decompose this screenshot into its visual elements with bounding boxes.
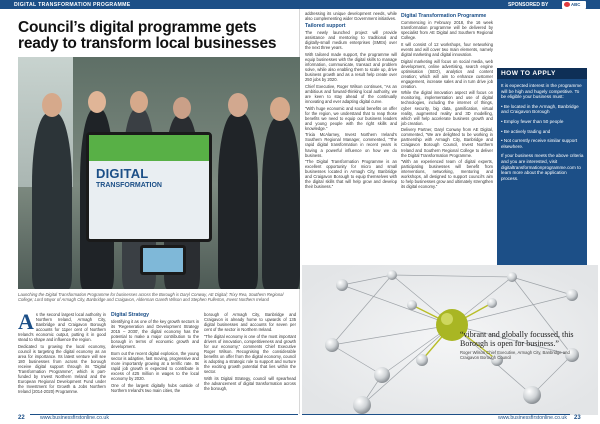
page-number-right: 23 bbox=[574, 414, 581, 421]
footer-url-left: www.businessfirstonline.co.uk bbox=[40, 415, 109, 421]
paragraph: “With huge economic and social benefits on offer for the region, we understand that to reap those benefits we need to equip our business leaders and young people with the right skills and knowledge.” bbox=[305, 105, 397, 131]
paragraph: Commencing in February 2018, the 16 week transformation programme will be delivered by specialist from AE Digital and Southern Regional College. bbox=[401, 20, 493, 41]
pull-quote-text: “vibrant and globally focussed, this Borough is open for business.” bbox=[460, 330, 574, 349]
running-title: DIGITAL TRANSFORMATION PROGRAMME bbox=[14, 1, 131, 8]
paragraph: Digital marketing will focus on social media, web development, online advertising, search engine optimisation (SEO), analytics and content creation; which will aim to enhance customer engagement, increase sales and in turn drive job creation. bbox=[401, 58, 493, 89]
drop-cap: A bbox=[18, 309, 34, 334]
paragraph: With its Digital Strategy, council will spearhead the advancement of digital transformation across the borough, bbox=[204, 375, 296, 391]
section-heading-dtp: Digital Transformation Programme bbox=[401, 13, 487, 19]
left-column-3 bbox=[204, 312, 296, 392]
sponsor-logo-icon bbox=[564, 2, 570, 7]
criteria-item: • Be actively trading and bbox=[501, 128, 551, 134]
section-heading-tailored-support: Tailored support bbox=[305, 23, 346, 30]
paragraph: borough of Armagh City, Banbridge and Craigavon is already home to upwards of 135 digital businesses and accounts for seven per cent of the sector in Northern Ireland. bbox=[204, 312, 296, 333]
left-column-2 bbox=[111, 310, 199, 394]
paragraph: Identifying it as one of the key growth sectors in its ‘Regeneration and Development Strategy 2015 – 2030’, the digital economy has the potential to make a major contribution to the borough in terms of economic growth and development. bbox=[111, 319, 199, 350]
footer-url-right: www.businessfirstonline.co.uk bbox=[498, 415, 567, 421]
page-footer bbox=[0, 414, 600, 424]
left-column-1 bbox=[18, 309, 106, 396]
launch-photo bbox=[18, 57, 300, 289]
paragraph: “The digital economy is one of the most important drivers of innovation, competitiveness and growth for our economy,” comments Chief Executive Roger Wilson. Recognising the considerable benefits on offer from the digital economy, council is adopting a strategic role to support and nurture the exciting growth potential that lies within the sector. bbox=[204, 333, 296, 375]
how-to-apply-intro: It is expected interest in the programme will be high and hugely competitive. To be eligible your business must: bbox=[501, 83, 582, 100]
paragraph: Dedicated to growing the local economy, council is targeting the digital economy as an area for importance. Its latest venture will see 180 businesses from across the borough receive digital support through its “Digital Transformation Programme”, which is part-funded by Invest Northern Ireland and the European Regional Development Fund under the Investment for Growth & Jobs Northern Ireland (2014-2020) Programme. bbox=[18, 343, 106, 395]
how-to-apply-title: HOW TO APPLY bbox=[497, 68, 587, 79]
paragraph: addressing its unique development needs, while also complementing wider Government initiatives. bbox=[305, 11, 397, 22]
banner-title: DIGITAL bbox=[96, 166, 149, 181]
right-column-2 bbox=[401, 11, 493, 191]
banner-green-band bbox=[89, 135, 209, 161]
paragraph: With tailored made support, the programme will equip businesses with the digital skills to manage information, communicate, transact and problem solve, while also enabling them to scale up, drive business growth and as a result help create over 250 jobs by 2020. bbox=[305, 51, 397, 83]
how-to-apply-outro: If your business meets the above criteria and you are interested, visit digitaltransformationprogramme.com to learn more about the application process. bbox=[501, 153, 584, 181]
paragraph: It will consist of 12 workshops, four networking events and will cover two main elements, namely digital marketing and digital innovation. bbox=[401, 41, 493, 57]
paragraph: While the digital innovation aspect will focus on monitoring, implementation and use of digital technologies, including the internet of things, cyber security, big data, gamification, virtual reality, augmented reality and 3D modelling, which will help accelerate business growth and job creation. bbox=[401, 90, 493, 126]
paragraph: Delivery Partner, Daryl Conway from AE Digital, commented, “We are delighted to be working in partnership with Armagh City, Banbridge and Craigavon Borough Council, Invest Northern Ireland and Southern Regional College to deliver the Digital Transformation Programme. bbox=[401, 127, 493, 158]
paragraph: “The Digital Transformation Programme is an excellent opportunity for micro and small businesses located in Armagh City, Banbridge and Craigavon Borough to equip themselves with the digital skills that will help grow and develop their business.” bbox=[305, 159, 397, 190]
banner-subtitle: TRANSFORMATION bbox=[96, 182, 162, 189]
sponsor-logo-text: ABC bbox=[571, 2, 581, 8]
paragraph: Trixia McAlarney, Invest Northern Ireland’s Southern Regional Manager, commented, “The rapid digital transformation in recent years is having a powerful influence on how we do business. bbox=[305, 132, 397, 158]
page-number-left: 22 bbox=[18, 414, 25, 421]
paragraph: “With an experienced team of digital experts, participating businesses will benefit from interventions, networking, mentoring and workshops, all designed to support council’s aim to help businesses grow and ultimately strengthen its digital economy.” bbox=[401, 159, 493, 190]
pull-quote bbox=[460, 330, 590, 360]
paragraph: Chief Executive, Roger Wilson continues, “As an ambitious and forward-thinking local authority, we are keen to stay ahead of the continually innovating and ever adapting digital curve. bbox=[305, 83, 397, 104]
sponsored-by-label: SPONSORED BY bbox=[508, 1, 549, 8]
paragraph: Born out the recent digital explosion, the young sector is adaptive, fast moving, progressive and more importantly growing at a terrific rate. Its rapid job growth is expected to contribute in excess of £25 million in wages to the local economy by 2020. bbox=[111, 350, 199, 382]
criteria-item: • Not currently receive similar support elsewhere. bbox=[501, 138, 578, 149]
criteria-item: • Employ fewer than 50 people bbox=[501, 118, 564, 124]
right-column-1 bbox=[305, 11, 397, 191]
sponsor-logo bbox=[562, 1, 586, 9]
programme-banner bbox=[86, 132, 212, 242]
paragraph: s the second largest local authority in Northern Ireland, Armagh City, Banbridge and Craigavon Borough accounts for 11per cent of Northern Ireland’s economic output, putting it in good stead to shape and influence the region. bbox=[18, 312, 106, 343]
tablet-device bbox=[140, 245, 186, 275]
paragraph: The newly launched project will provide assistance and mentoring to traditional and digitally-small medium enterprises (SMEs) over the next three years. bbox=[305, 30, 397, 51]
section-heading-digital-strategy: Digital Strategy bbox=[111, 312, 150, 318]
pull-quote-attribution: Roger Wilson Chief Executive, Armagh City, Banbridge and Craigavon Borough Council bbox=[460, 349, 570, 360]
photo-caption: Launching the Digital Transformation Programme for businesses across the Borough is Daryl Conway, AE Digital; Trixy Rea, Southern Regional College; Lord Mayor of Armagh City, Banbridge and Craigavon, Alderman Gareth Wilson and Stephen Fullerton, Invest Northern Ireland bbox=[18, 292, 284, 302]
how-to-apply-box bbox=[497, 68, 587, 278]
paragraph: One of the largest digitally hubs outside of Northern Ireland’s two main cities, the bbox=[111, 382, 199, 393]
criteria-item: • Be located in the Armagh, Banbridge and Craigavon Borough bbox=[501, 103, 579, 115]
running-header bbox=[0, 0, 600, 9]
page-headline: Council’s digital programme gets ready to transform local businesses bbox=[18, 19, 277, 52]
